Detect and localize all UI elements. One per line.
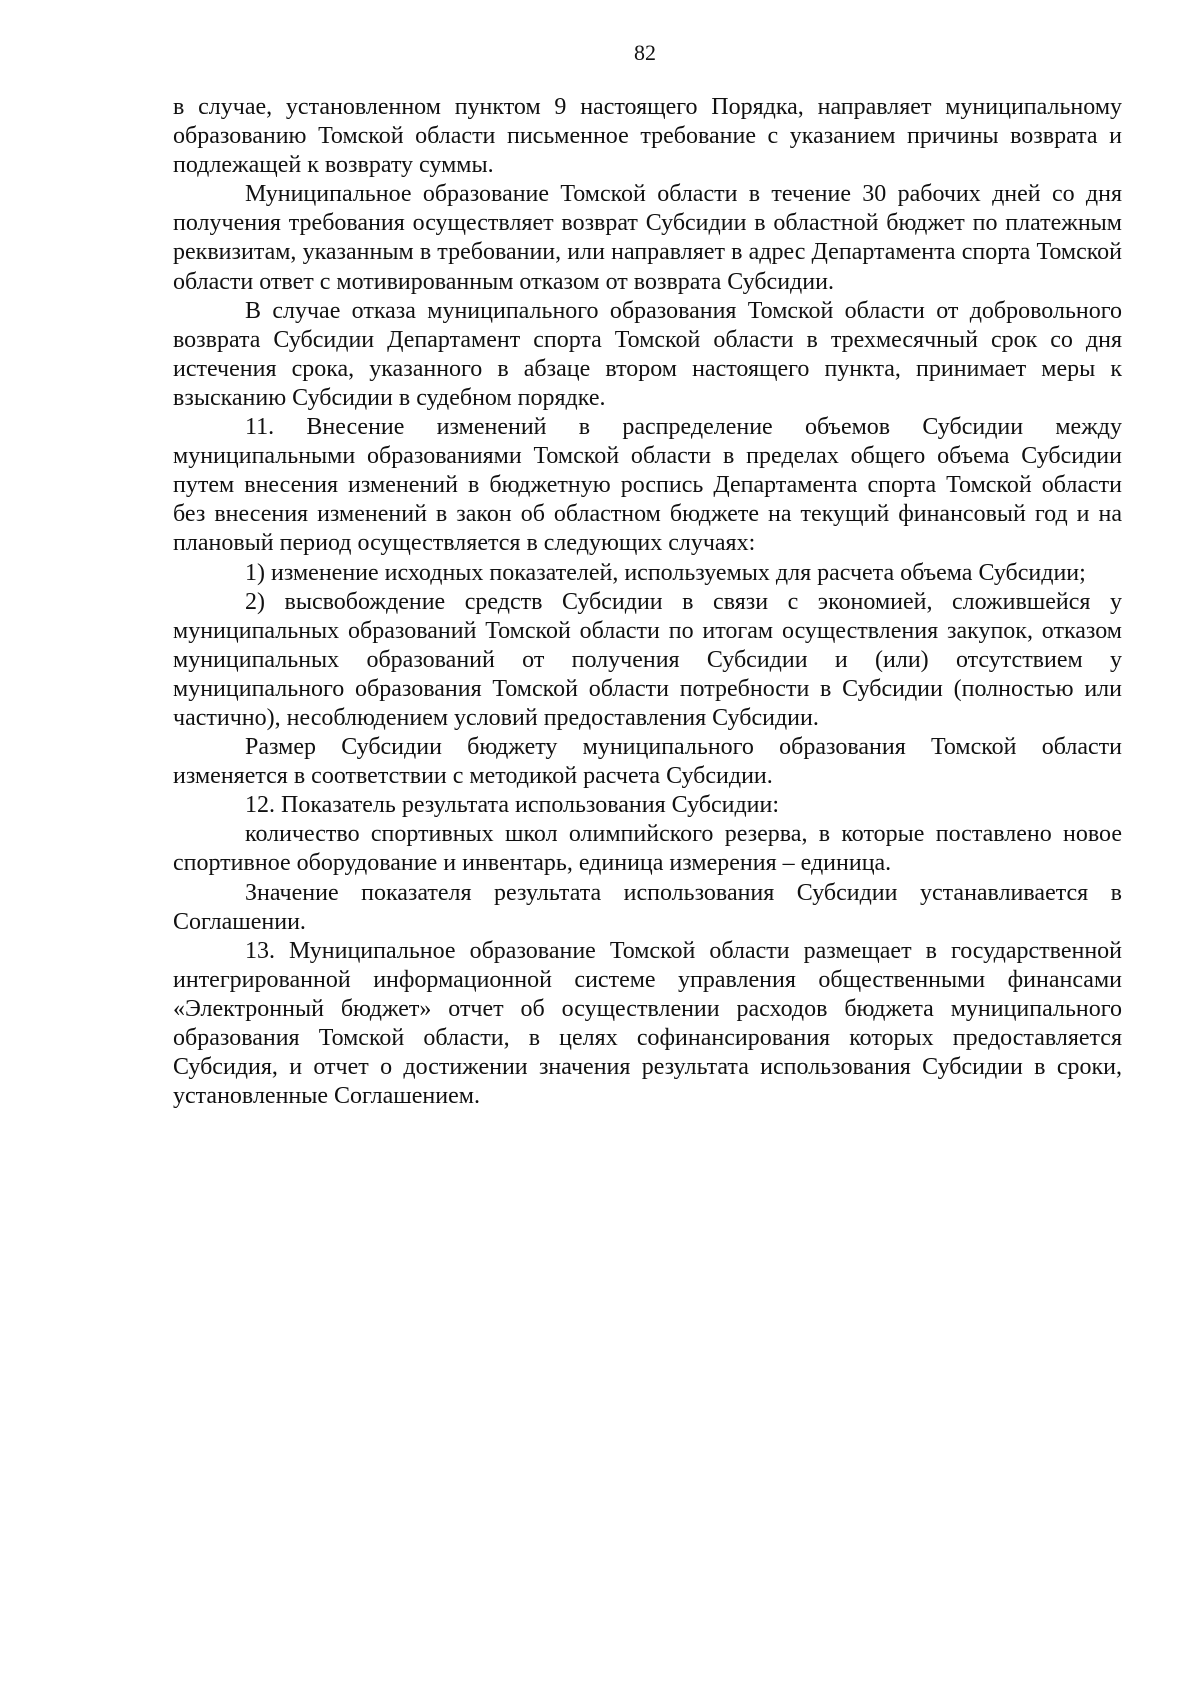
paragraph-return-demand: в случае, установленном пунктом 9 настоящего Порядка, направляет муниципальному образованию Томской области письменное требование с указанием причины возврата и подлежащей к возврату суммы. [173, 94, 1122, 179]
paragraph-item-12: 12. Показатель результата использования Субсидии: [245, 792, 780, 819]
paragraph-item-11: 11. Внесение изменений в распределение объемов Субсидии между муниципальными образованиями Томской области в пределах общего объема Субсидии путем внесения изменений в бюджетную роспись Департамента спорта Томской области без внесения изменений в закон об областном бюджете на текущий финансовый год и на плановый период осуществляется в следующих случаях: [173, 414, 1122, 557]
paragraph-subitem-2: 2) высвобождение средств Субсидии в связи с экономией, сложившейся у муниципальных образований Томской области по итогам осуществления закупок, отказом муниципальных образований от получения Субсидии и (или) отсутствием у муниципального образования Томской области потребности в Субсидии (полностью или частично), несоблюдением условий предоставления Субсидии. [173, 588, 1122, 731]
paragraph-return-term: Муниципальное образование Томской области в течение 30 рабочих дней со дня получения требования осуществляет возврат Субсидии в областной бюджет по платежным реквизитам, указанным в требовании, или направляет в адрес Департамента спорта Томской области ответ с мотивированным отказом от возврата Субсидии. [173, 181, 1122, 295]
paragraph-refusal-recovery: В случае отказа муниципального образования Томской области от добровольного возврата Субсидии Департамент спорта Томской области в трехмесячный срок со дня истечения срока, указанного в абзаце втором настоящего пункта, принимает меры к взысканию Субсидии в судебном порядке. [173, 297, 1122, 411]
paragraph-item-13: 13. Муниципальное образование Томской области размещает в государственной интегрированной информационной системе управления общественными финансами «Электронный бюджет» отчет об осуществлении расходов бюджета муниципального образования Томской области, в целях софинансирования которых предоставляется Субсидия, и отчет о достижении значения результата использования Субсидии в сроки, установленные Соглашением. [173, 937, 1122, 1110]
paragraph-result-indicator: количество спортивных школ олимпийского резерва, в которые поставлено новое спортивное оборудование и инвентарь, единица измерения – единица. [173, 821, 1122, 877]
document-body [173, 93, 1122, 1111]
paragraph-indicator-value: Значение показателя результата использования Субсидии устанавливается в Соглашении. [173, 879, 1122, 935]
paragraph-subsidy-size: Размер Субсидии бюджету муниципального образования Томской области изменяется в соответствии с методикой расчета Субсидии. [173, 734, 1122, 790]
page-number: 82 [634, 40, 656, 65]
paragraph-subitem-1: 1) изменение исходных показателей, используемых для расчета объема Субсидии; [245, 559, 1086, 586]
